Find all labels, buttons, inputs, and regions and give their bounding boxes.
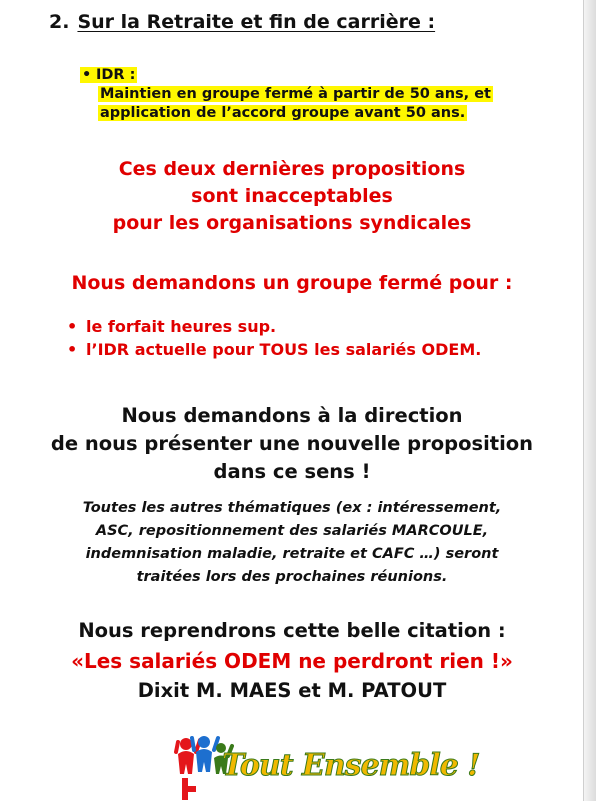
idr-line-1: Maintien en groupe fermé à partir de 50 ans, et bbox=[100, 86, 491, 102]
direction-request bbox=[0, 402, 584, 486]
citation-block bbox=[0, 616, 584, 706]
citation-intro: Nous reprendrons cette belle citation : bbox=[78, 619, 506, 642]
list-item bbox=[67, 338, 481, 361]
demand-title: Nous demandons un groupe fermé pour : bbox=[71, 272, 513, 294]
others-line-2: ASC, repositionnement des salariés MARCOULE, bbox=[95, 523, 489, 539]
others-line-4: traitées lors des prochaines réunions. bbox=[136, 569, 448, 585]
citation-quote: «Les salariés ODEM ne perdront rien !» bbox=[71, 649, 513, 673]
bullet-icon: • bbox=[67, 317, 78, 336]
section-title: Sur la Retraite et fin de carrière : bbox=[77, 11, 436, 33]
direction-line-3: dans ce sens ! bbox=[213, 460, 371, 483]
citation-attribution: Dixit M. MAES et M. PATOUT bbox=[137, 679, 447, 702]
section-heading bbox=[49, 11, 435, 33]
idr-block bbox=[80, 66, 493, 123]
idr-bullet: • bbox=[82, 67, 92, 83]
idr-label: IDR : bbox=[96, 67, 136, 83]
section-number: 2. bbox=[49, 11, 70, 33]
others-line-3: indemnisation maladie, retraite et CAFC …) seront bbox=[85, 546, 499, 562]
list-item bbox=[67, 315, 481, 338]
page-edge bbox=[583, 0, 596, 801]
propositions-statement bbox=[0, 156, 584, 237]
direction-line-1: Nous demandons à la direction bbox=[121, 404, 463, 427]
bullet-icon: • bbox=[67, 340, 78, 359]
demand-list bbox=[67, 315, 481, 361]
propositions-line-1: Ces deux dernières propositions bbox=[118, 158, 466, 180]
propositions-line-2: sont inacceptables bbox=[191, 185, 393, 207]
other-topics-note bbox=[0, 497, 584, 589]
direction-line-2: de nous présenter une nouvelle proposition bbox=[50, 432, 534, 455]
propositions-line-3: pour les organisations syndicales bbox=[112, 212, 472, 234]
tout-ensemble-logo bbox=[174, 734, 480, 800]
logo-text: Tout Ensemble ! bbox=[222, 748, 480, 783]
demand-item-1: le forfait heures sup. bbox=[86, 317, 277, 336]
others-line-1: Toutes les autres thématiques (ex : intéressement, bbox=[82, 500, 502, 516]
demand-item-2: l’IDR actuelle pour TOUS les salariés ODEM. bbox=[86, 340, 482, 359]
idr-line-2: application de l’accord groupe avant 50 ans. bbox=[100, 105, 466, 121]
